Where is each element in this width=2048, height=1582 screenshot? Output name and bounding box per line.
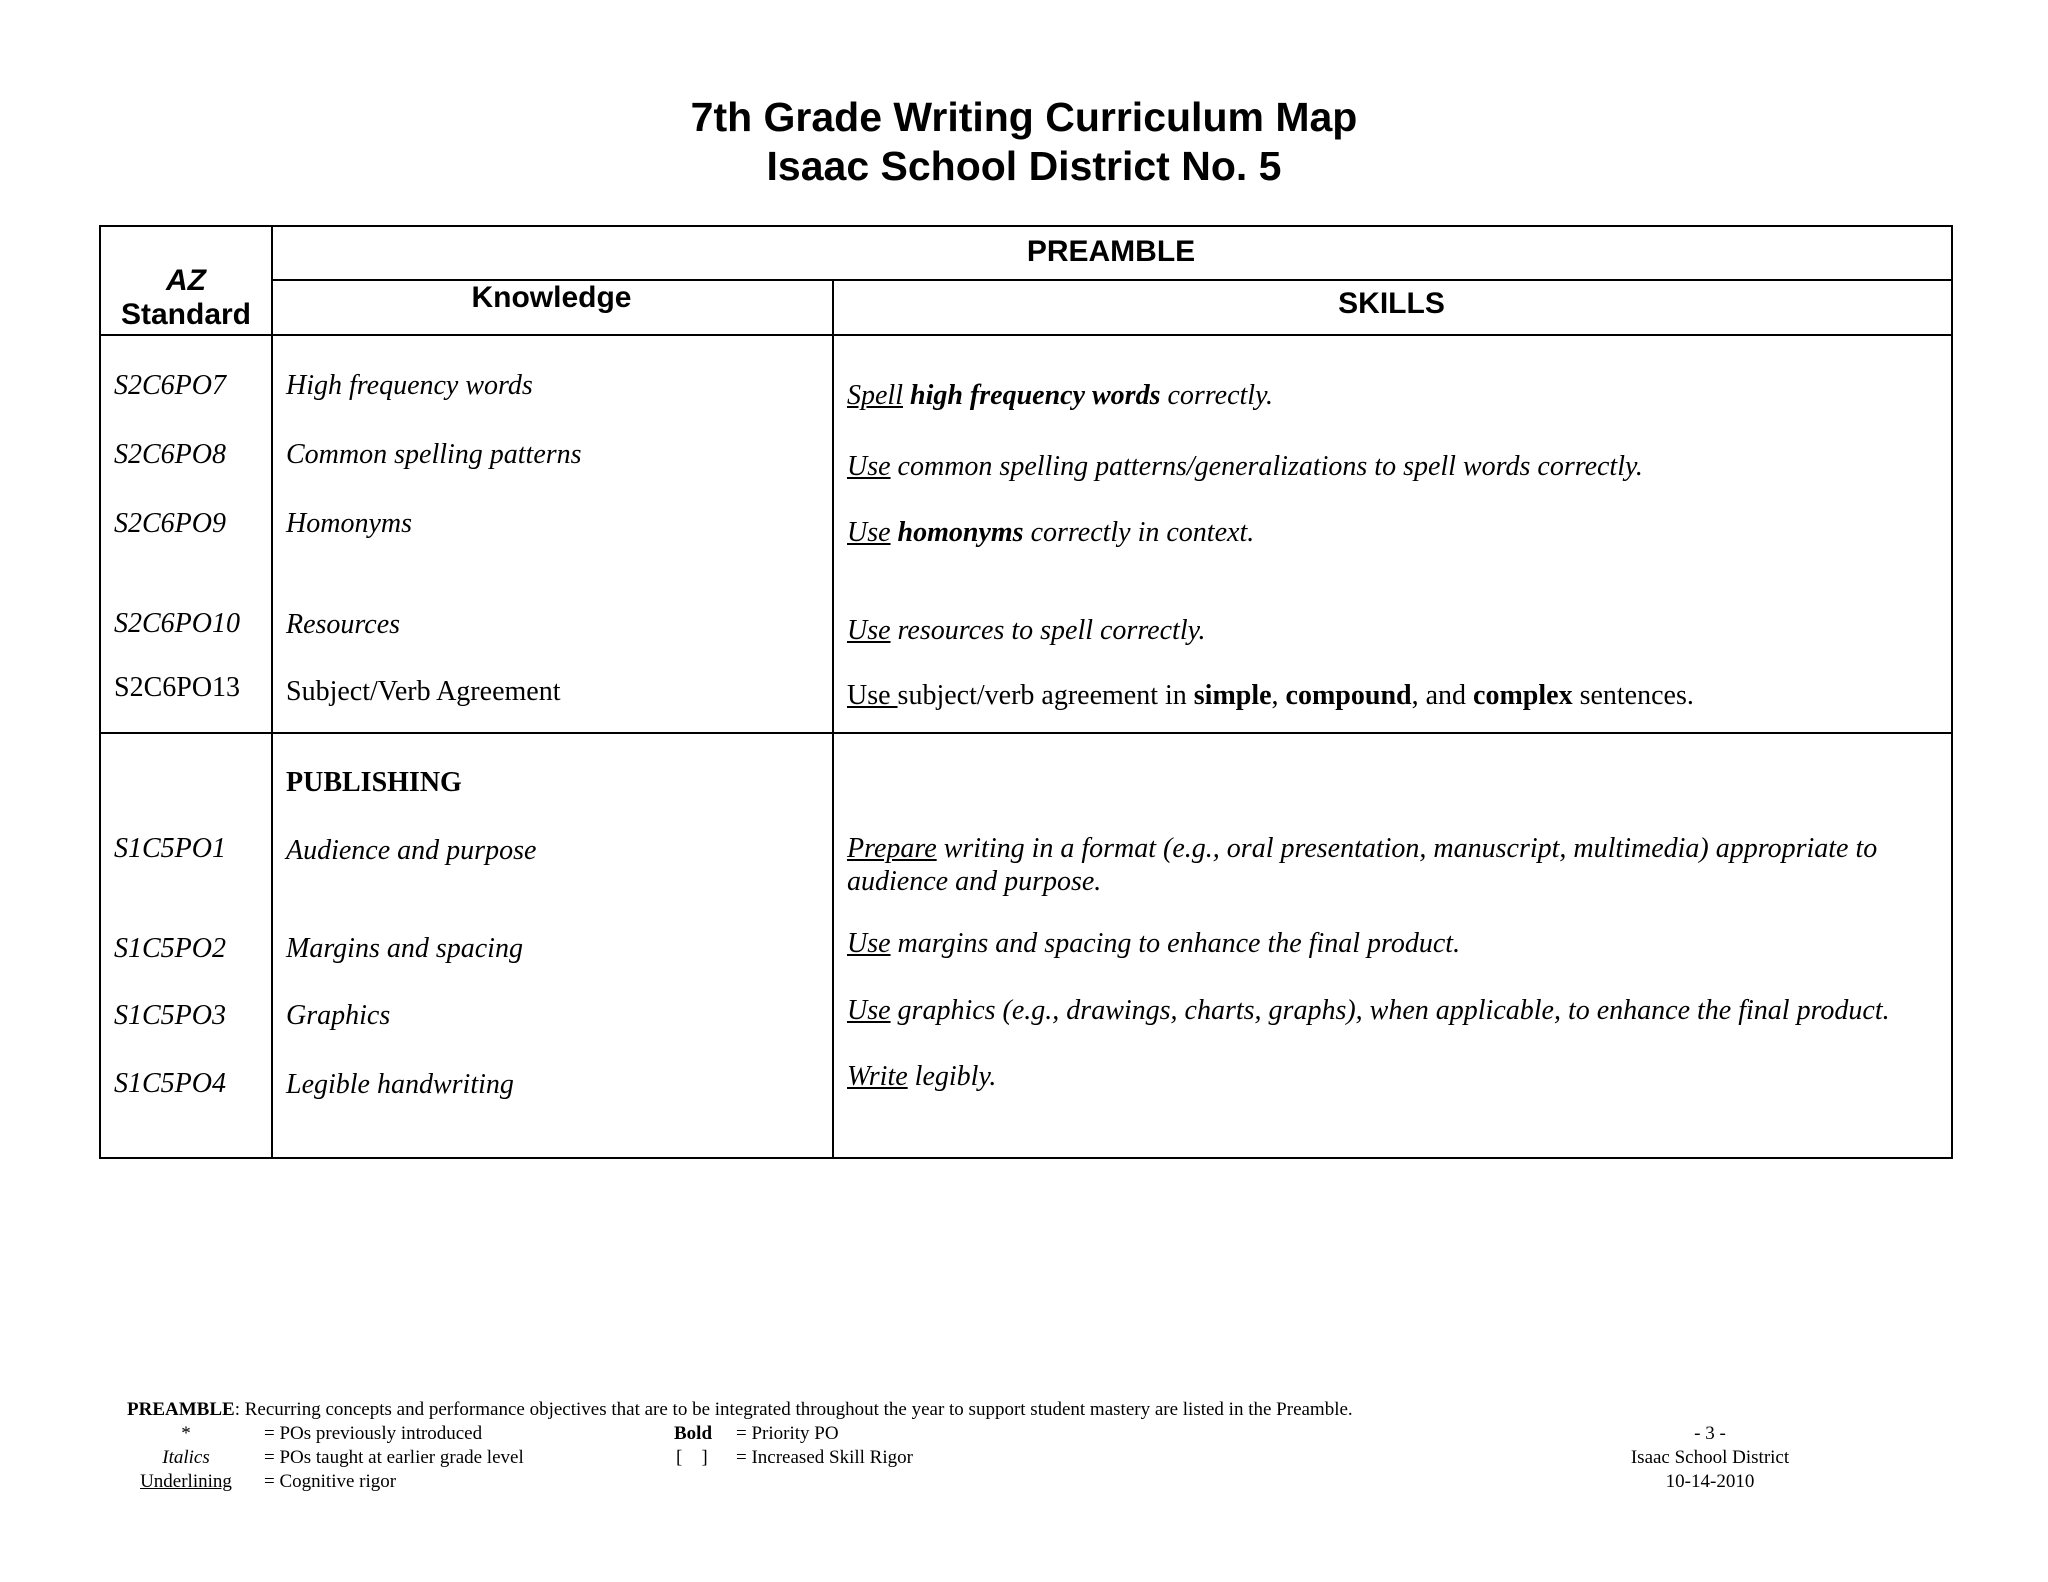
legend-symbol-bold: Bold bbox=[674, 1423, 713, 1444]
footer-date: 10-14-2010 bbox=[1665, 1471, 1755, 1492]
page-title: 7th Grade Writing Curriculum Map bbox=[690, 94, 1358, 140]
skill-text: Use subject/verb agreement in simple, compound, and complex sentences. bbox=[847, 680, 1694, 711]
header-preamble: PREAMBLE bbox=[1026, 235, 1196, 268]
section-heading-publishing: PUBLISHING bbox=[286, 767, 462, 798]
legend-symbol-underlining: Underlining bbox=[140, 1471, 232, 1492]
standard-code: S2C6PO8 bbox=[114, 439, 226, 470]
header-knowledge: Knowledge bbox=[471, 281, 632, 314]
skill-text: Use homonyms correctly in context. bbox=[847, 517, 1255, 548]
skill-text: Spell high frequency words correctly. bbox=[847, 380, 1273, 411]
curriculum-table bbox=[99, 225, 1953, 1159]
standard-code: S1C5PO3 bbox=[114, 1000, 226, 1031]
standard-code: S2C6PO7 bbox=[114, 370, 226, 401]
header-standard: Standard bbox=[120, 298, 252, 331]
header-skills: SKILLS bbox=[1338, 287, 1445, 320]
section-divider bbox=[101, 732, 1951, 734]
column-divider-knowledge bbox=[832, 281, 834, 1157]
standard-code: S1C5PO2 bbox=[114, 933, 226, 964]
skill-text: Use common spelling patterns/generalizations to spell words correctly. bbox=[847, 451, 1643, 482]
knowledge-item: Resources bbox=[286, 609, 401, 640]
knowledge-item: Margins and spacing bbox=[286, 933, 523, 964]
skill-text: Use resources to spell correctly. bbox=[847, 615, 1206, 646]
standard-code: S2C6PO13 bbox=[114, 672, 241, 703]
page-subtitle: Isaac School District No. 5 bbox=[766, 143, 1282, 189]
skill-text: Use graphics (e.g., drawings, charts, graphs), when applicable, to enhance the final product. bbox=[847, 995, 1890, 1026]
knowledge-item: Graphics bbox=[286, 1000, 391, 1031]
knowledge-item: Homonyms bbox=[286, 508, 412, 539]
page-number: - 3 - bbox=[1694, 1423, 1726, 1444]
header-az: AZ bbox=[166, 264, 206, 297]
legend-meaning: = Increased Skill Rigor bbox=[736, 1447, 913, 1468]
knowledge-item: Common spelling patterns bbox=[286, 439, 582, 470]
legend-meaning: = POs previously introduced bbox=[264, 1423, 483, 1444]
knowledge-item: High frequency words bbox=[286, 370, 533, 401]
legend-meaning: = POs taught at earlier grade level bbox=[264, 1447, 524, 1468]
footer-district: Isaac School District bbox=[1630, 1447, 1790, 1468]
legend-symbol-brackets: [ ] bbox=[676, 1447, 708, 1468]
header-divider bbox=[101, 334, 1951, 336]
skill-text: Write legibly. bbox=[847, 1061, 997, 1092]
standard-code: S1C5PO1 bbox=[114, 833, 226, 864]
skill-text: Prepare writing in a format (e.g., oral presentation, manuscript, multimedia) appropriate to audience and purpose. bbox=[847, 833, 1878, 897]
legend-meaning: = Priority PO bbox=[736, 1423, 839, 1444]
knowledge-item: Audience and purpose bbox=[286, 835, 537, 866]
legend-symbol-italics: Italics bbox=[162, 1447, 210, 1468]
knowledge-item: Legible handwriting bbox=[286, 1069, 514, 1100]
footer-preamble-note: PREAMBLE: Recurring concepts and performance objectives that are to be integrated throughout the year to support student mastery are listed in the Preamble. bbox=[127, 1399, 1353, 1420]
standard-code: S2C6PO10 bbox=[114, 608, 240, 639]
column-divider-standard bbox=[271, 227, 273, 1157]
knowledge-item: Subject/Verb Agreement bbox=[286, 676, 561, 707]
skill-text: Use margins and spacing to enhance the final product. bbox=[847, 928, 1461, 959]
legend-symbol-asterisk: * bbox=[181, 1423, 191, 1444]
standard-code: S2C6PO9 bbox=[114, 508, 226, 539]
standard-code: S1C5PO4 bbox=[114, 1068, 226, 1099]
legend-meaning: = Cognitive rigor bbox=[264, 1471, 397, 1492]
